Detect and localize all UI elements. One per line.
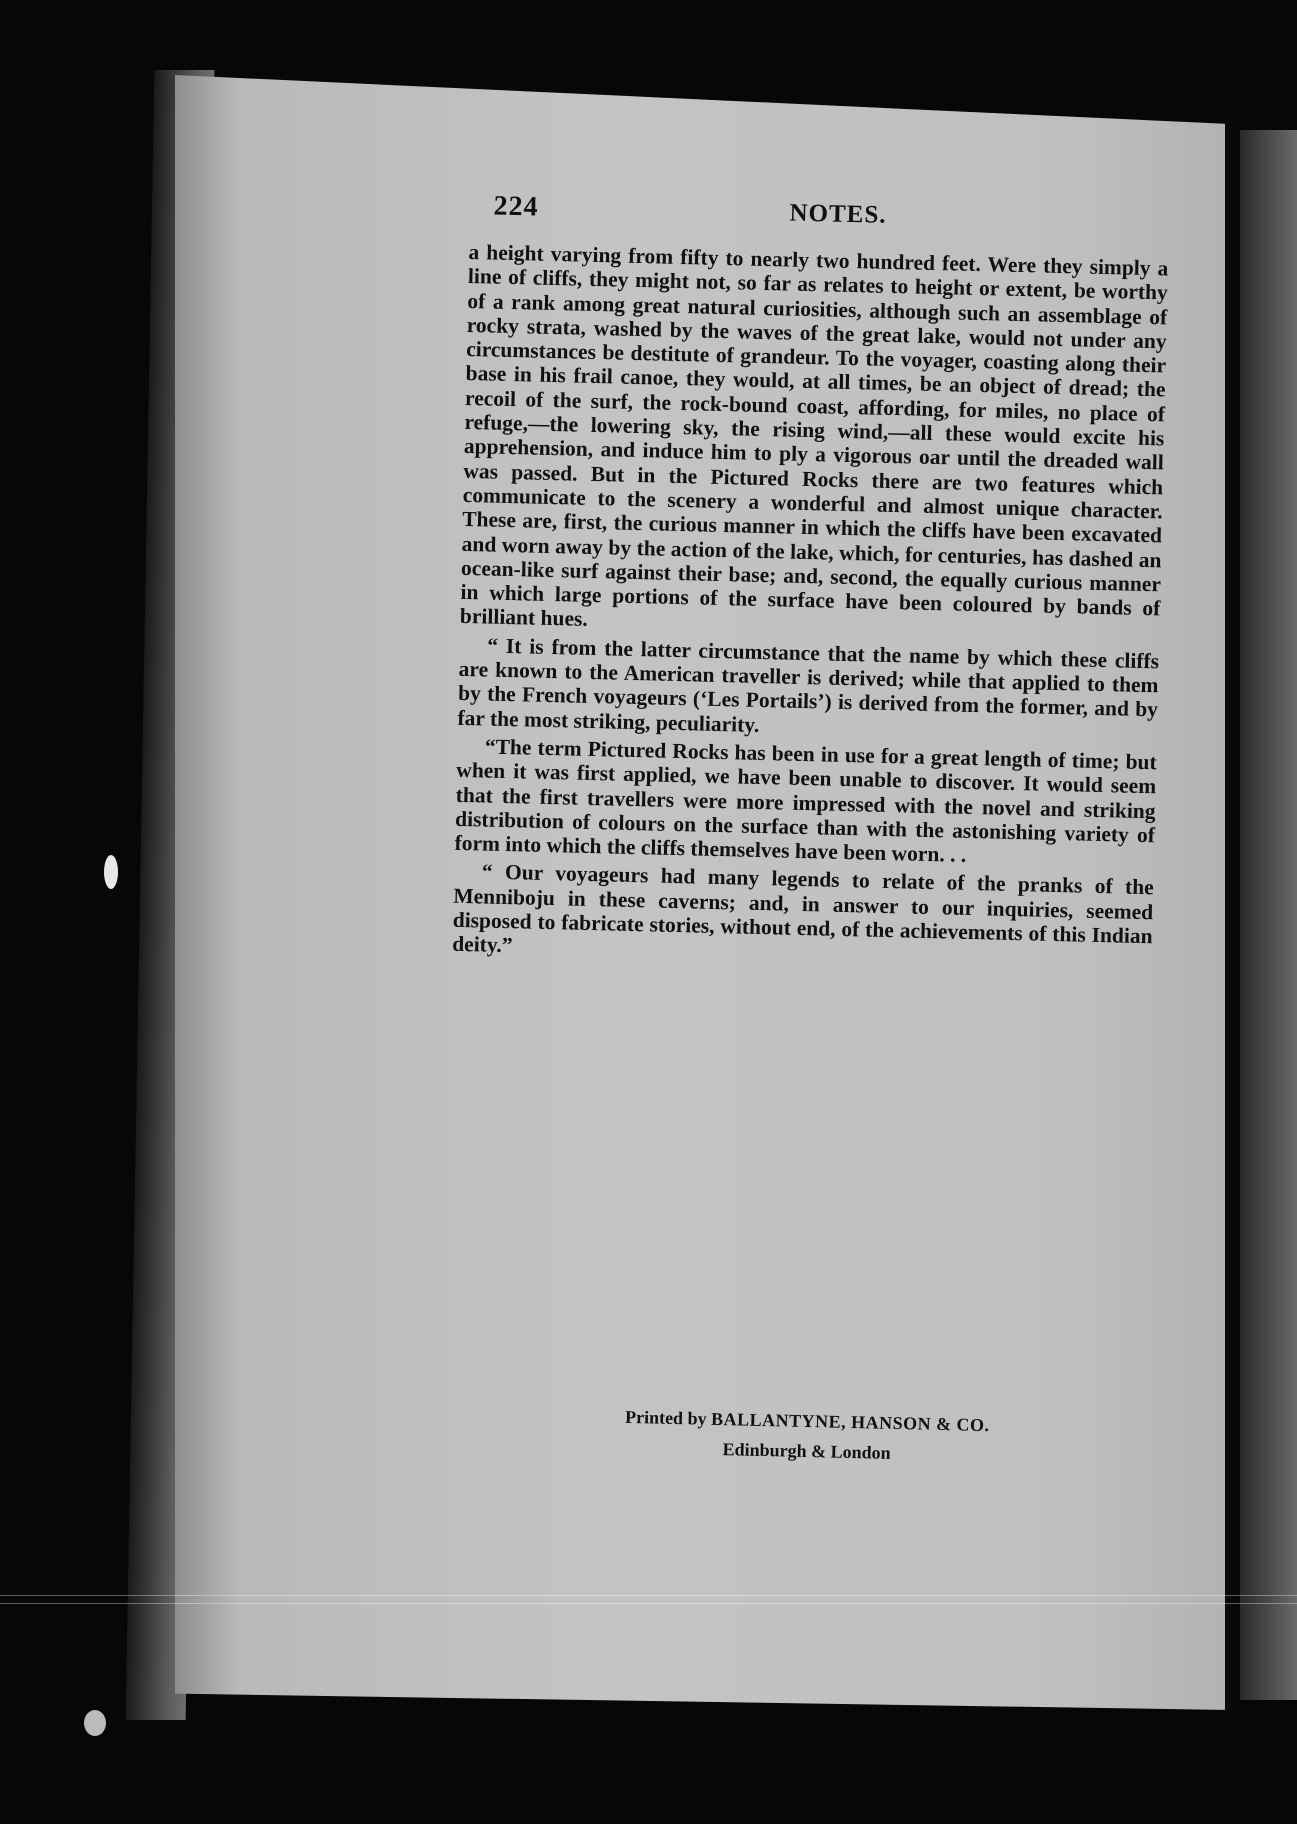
page-number: 224 (493, 190, 539, 223)
scan-speck (104, 855, 118, 889)
imprint-printer-name: BALLANTYNE, HANSON & CO. (710, 1408, 990, 1436)
page-edge (1225, 120, 1232, 1710)
paragraph-1: a height varying from fifty to nearly two hundred feet. Were they simply a line of cliffs, they might not, so far as relates to height or extent, be worthy of a rank among great natural curiosities, although such an assemblage of rocky strata, washed by the waves of the great lake, would not under any circumstances be destitute of grandeur. To the voyager, coasting along their base in his frail canoe, they would, at all times, be an object of dread; the recoil of the surf, the rock-bound coast, affording, for miles, no place of refuge,—the lowering sky, the rising wind,—all these would excite his apprehension, and induce him to ply a vigorous oar until the dreaded wall was passed. But in the Pictured Rocks there are two features which communicate to the scenery a wonderful and almost unique character. These are, first, the curious manner in which the cliffs have been excavated and worn away by the action of the lake, which, for centuries, has dashed an ocean-like surf against their base; and, second, the equally curious manner in which large portions of the surface have been coloured by bands of brilliant hues. (459, 239, 1169, 632)
scan-artifact-line (0, 1595, 1297, 1596)
page-header: NOTES. (789, 199, 887, 229)
printer-imprint (576, 1401, 1037, 1471)
paragraph-3: “The term Pictured Rocks has been in use for a great length of time; but when it was first applied, we have been unable to discover. It would seem that the first travellers were more impressed with the novel and striking distribution of colours on the surface than with the astonishing variety of form into which the cliffs themselves have been worn. . . (454, 734, 1157, 867)
scan-speck (84, 1710, 106, 1736)
imprint-prefix: Printed by (624, 1406, 707, 1429)
paragraph-2: “ It is from the latter circumstance that the name by which these cliffs are known to the American traveller is derived; while that applied to them by the French voyageurs (‘Les Portails’) is derived from the former, and by far the most striking, peculiarity. (457, 633, 1160, 737)
imprint-line-2: Edinburgh & London (722, 1439, 891, 1463)
scan-artifact-line (0, 1603, 1297, 1604)
page-content (452, 190, 1170, 973)
paragraph-4: “ Our voyageurs had many legends to relate of the pranks of the Menniboju in these caverns; and, in answer to our inquiries, seemed disposed to fabricate stories, without end, of the achievements of this Indian deity.” (451, 859, 1155, 958)
facing-page-sliver (1240, 130, 1297, 1700)
